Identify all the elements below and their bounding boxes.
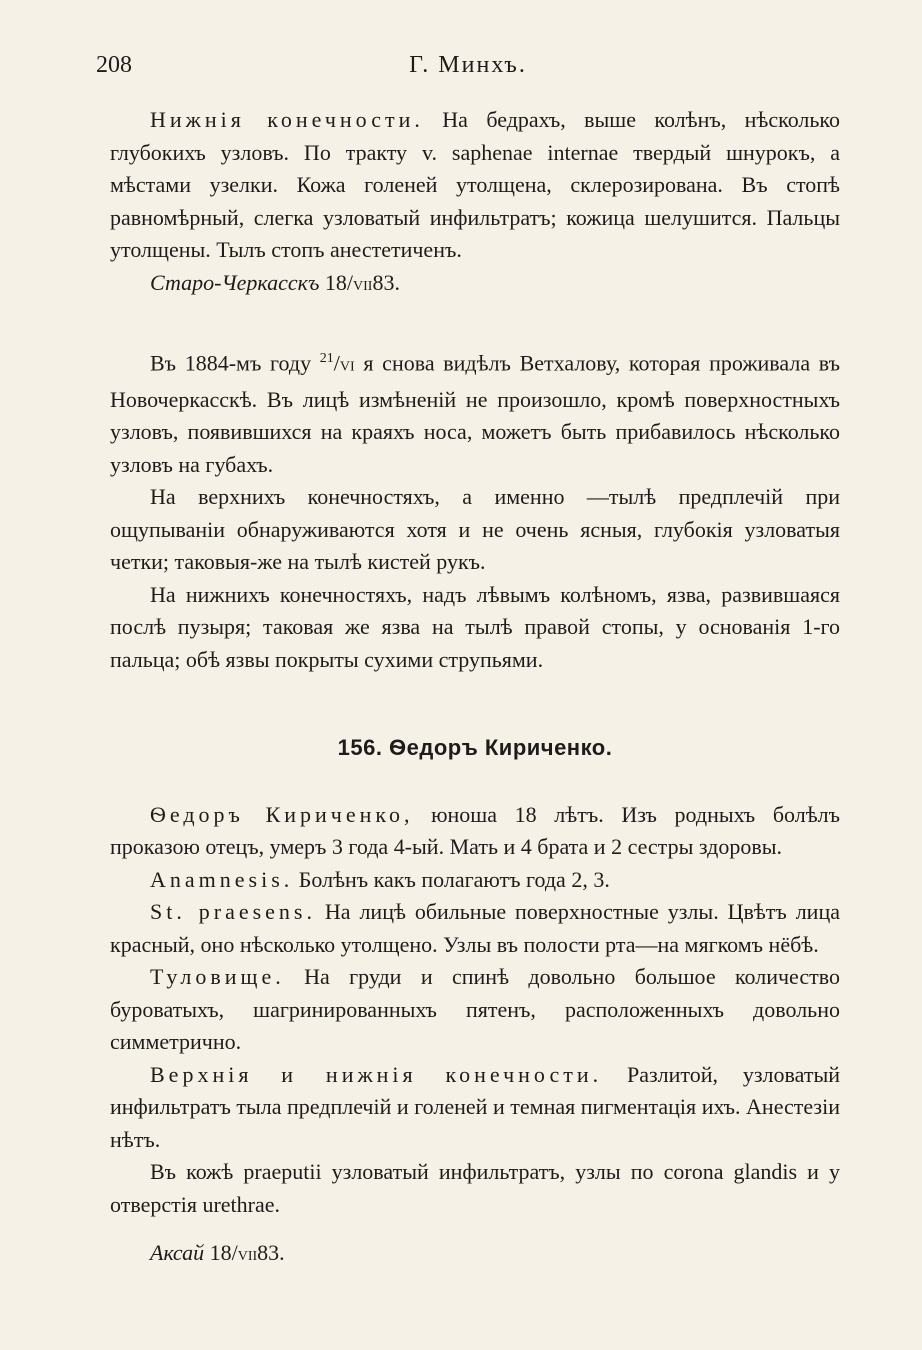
paragraph-patient-intro: Ѳедоръ Кириченко, юноша 18 лѣтъ. Изъ родныхъ болѣлъ проказою отецъ, умеръ 3 года 4-ый. Мать и 4 брата и 2 сестры здоровы.: [110, 801, 840, 860]
paragraph-anamnesis: Anamnesis. Болѣнъ какъ полагаютъ года 2, 3.: [150, 866, 610, 892]
signature-line-2: Аксай 18/VII83.: [150, 1240, 285, 1266]
paragraph-lower-limbs: [110, 104, 840, 267]
case-heading: 156. Ѳедоръ Кириченко.: [337, 735, 613, 761]
signature-month: VII: [353, 278, 373, 294]
paragraph-lead: Нижнія конечности.: [150, 107, 424, 132]
date-day: 21: [319, 351, 334, 366]
paragraph-lower-limbs-ulcers: На нижнихъ конечностяхъ, надъ лѣвымъ колѣномъ, язва, развившаяся послѣ пузыря; таковая же язва на тылѣ правой стопы, у основанія 1-го пальца; обѣ язвы покрыты сухими струпьями.: [110, 581, 840, 672]
paragraph-praeputium: Въ кожѣ praeputii узловатый инфильтратъ, узлы по corona glandis и у отверстія urethrae.: [110, 1159, 840, 1217]
paragraph-1884: Въ 1884-мъ году $^{21}$/VI я снова видѣлъ Ветхалову, которая проживала въ Новочеркасскѣ. Въ лицѣ измѣненій не произошло, кромѣ поверхностныхъ узловъ, появившихся на краяхъ носа, можетъ быть прибавилось нѣсколько узловъ на губахъ.: [110, 350, 840, 477]
page-body: [110, 104, 840, 1274]
page-number: 208: [96, 52, 132, 78]
signature-day: 18/: [324, 269, 353, 295]
signature-place: Аксай: [150, 1240, 205, 1266]
signature-place: Старо-Черкасскъ: [150, 269, 320, 295]
paragraph-text: На бедрахъ, выше колѣнъ, нѣсколько глубокихъ узловъ. По тракту v. saphenae internae твердый шнурокъ, а мѣстами узелки. Кожа голеней утолщена, склерозирована. Въ стопѣ равномѣрный, слегка узловатый инфильтратъ; кожица шелушится. Пальцы утолщены. Тылъ стопъ анестетиченъ.: [110, 107, 840, 262]
page-header: [96, 52, 840, 88]
paragraph-status-praesens: St. praesens. На лицѣ обильные поверхностные узлы. Цвѣтъ лица красный, оно нѣсколько утолщено. Узлы въ полости рта—на мягкомъ нёбѣ.: [110, 899, 840, 957]
signature-year: 83.: [372, 269, 400, 295]
paragraph-limbs: Верхнія и нижнія конечности. Разлитой, узловатый инфильтратъ тыла предплечій и голеней и темная пигментація ихъ. Анестезіи нѣтъ.: [110, 1061, 840, 1152]
date-month: VI: [339, 359, 355, 375]
paragraph-upper-limbs: На верхнихъ конечностяхъ, а именно —тылѣ предплечій при ощупываніи обнаруживаются хотя и не очень ясныя, глубокія узловатыя четки; таковыя-же на тылѣ кистей рукъ.: [110, 484, 840, 575]
running-head: Г. Минхъ.: [409, 52, 527, 78]
signature-line: [110, 267, 840, 304]
paragraph-trunk: Туловище. На груди и спинѣ довольно большое количество буроватыхъ, шагринированныхъ пятенъ, расположенныхъ довольно симметрично.: [110, 964, 840, 1055]
